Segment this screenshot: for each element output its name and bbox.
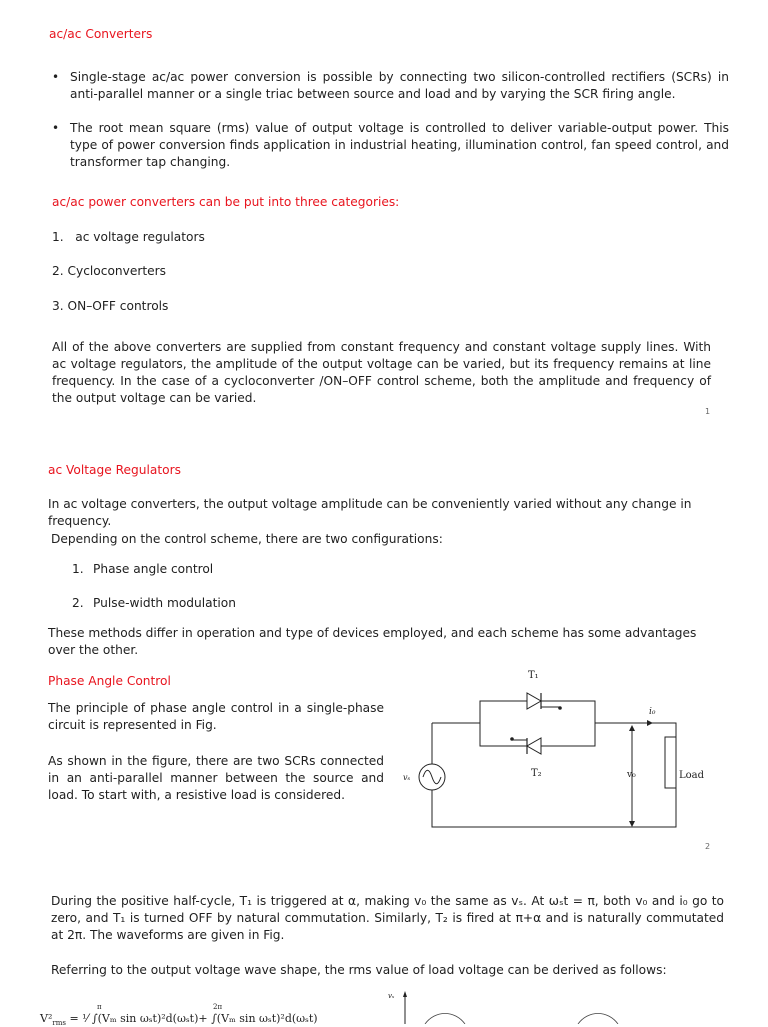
bullet-marker: • (52, 121, 60, 135)
t1-label: T₁ (528, 670, 539, 681)
plot-axis-label: vₛ (388, 992, 395, 1000)
formula-rhs: = ¹⁄ ∫(Vₘ sin ωₛt)²d(ωₛt)+ ∫(Vₘ sin ωₛt)²d(ωₛt) (69, 1012, 318, 1025)
rms-intro: Referring to the output voltage wave shape, the rms value of load voltage can be derived as follows: (51, 963, 667, 977)
integral-upper-limit: π (97, 1003, 102, 1011)
waveform-curve (425, 1014, 465, 1025)
config-number: 2. (72, 596, 84, 610)
load-resistor (665, 737, 676, 788)
rms-formula (40, 1012, 318, 1027)
waveform-plot-fragment (380, 988, 640, 1024)
page3-paragraph: During the positive half-cycle, T₁ is triggered at α, making v₀ the same as vₛ. At ωₛt = π, both v₀ and i₀ go to zero, and T₁ is turned OFF by natural commutation. Similarly, T₂ is fired at π+α and is naturally commutated at 2π. The waveforms are given in Fig. (51, 894, 724, 942)
page-number: 2 (705, 842, 711, 851)
page-number: 1 (705, 407, 711, 416)
config-label: Phase angle control (93, 562, 214, 576)
load-label: Load (679, 770, 705, 781)
bullet-marker: • (52, 70, 60, 84)
bullet-item: Single-stage ac/ac power conversion is possible by connecting two silicon-controlled rectifiers (SCRs) in anti-parallel manner or a single triac between source and load and by varying the SCR firing angle. (70, 70, 729, 101)
circuit-wire (432, 723, 676, 827)
circuit-wire (480, 701, 676, 737)
scr-paragraph: As shown in the figure, there are two SCRs connected in an anti-parallel manner between the source and load. To start with, a resistive load is considered. (48, 754, 384, 802)
category-item: 1. ac voltage regulators (52, 230, 205, 244)
config-number: 1. (72, 562, 84, 576)
formula-lhs: V² (40, 1012, 53, 1025)
vs-label: vₛ (403, 773, 411, 782)
phase-angle-heading: Phase Angle Control (48, 674, 171, 688)
page1-heading: ac/ac Converters (49, 27, 153, 41)
vo-label: v₀ (627, 770, 636, 780)
vo-arrow-head-down (629, 821, 635, 827)
io-arrow-head (647, 720, 653, 726)
io-label: i₀ (649, 707, 656, 717)
page2-heading: ac Voltage Regulators (48, 463, 181, 477)
integral-upper-limit: 2π (213, 1003, 223, 1011)
categories-heading: ac/ac power converters can be put into three categories: (52, 195, 400, 209)
category-item: 3. ON–OFF controls (52, 299, 169, 313)
bullet-item: The root mean square (rms) value of output voltage is controlled to deliver variable-output power. This type of power conversion finds application in industrial heating, illumination control, fan speed control, and transformer tap changing. (70, 121, 729, 169)
methods-paragraph: These methods differ in operation and type of devices employed, and each scheme has some advantages over the other. (48, 626, 697, 657)
page1-paragraph: All of the above converters are supplied from constant frequency and constant voltage supply lines. With ac voltage regulators, the amplitude of the output voltage can be varied, but its frequency remains at line frequency. In the case of a cycloconverter /ON–OFF control scheme, both the amplitude and frequency of the output voltage can be varied. (52, 340, 711, 405)
config-intro: Depending on the control scheme, there are two configurations: (51, 532, 443, 546)
config-label: Pulse-width modulation (93, 596, 236, 610)
category-item: 2. Cycloconverters (52, 264, 167, 278)
scr-circuit-diagram (395, 664, 715, 836)
t2-label: T₂ (531, 768, 542, 779)
vo-arrow-head-up (629, 725, 635, 731)
waveform-curve (578, 1014, 618, 1025)
formula-subscript: rms (52, 1019, 66, 1027)
page2-intro: In ac voltage converters, the output voltage amplitude can be conveniently varied without any change in frequency. (48, 497, 692, 528)
principle-paragraph: The principle of phase angle control in a single-phase circuit is represented in Fig. (48, 701, 384, 732)
